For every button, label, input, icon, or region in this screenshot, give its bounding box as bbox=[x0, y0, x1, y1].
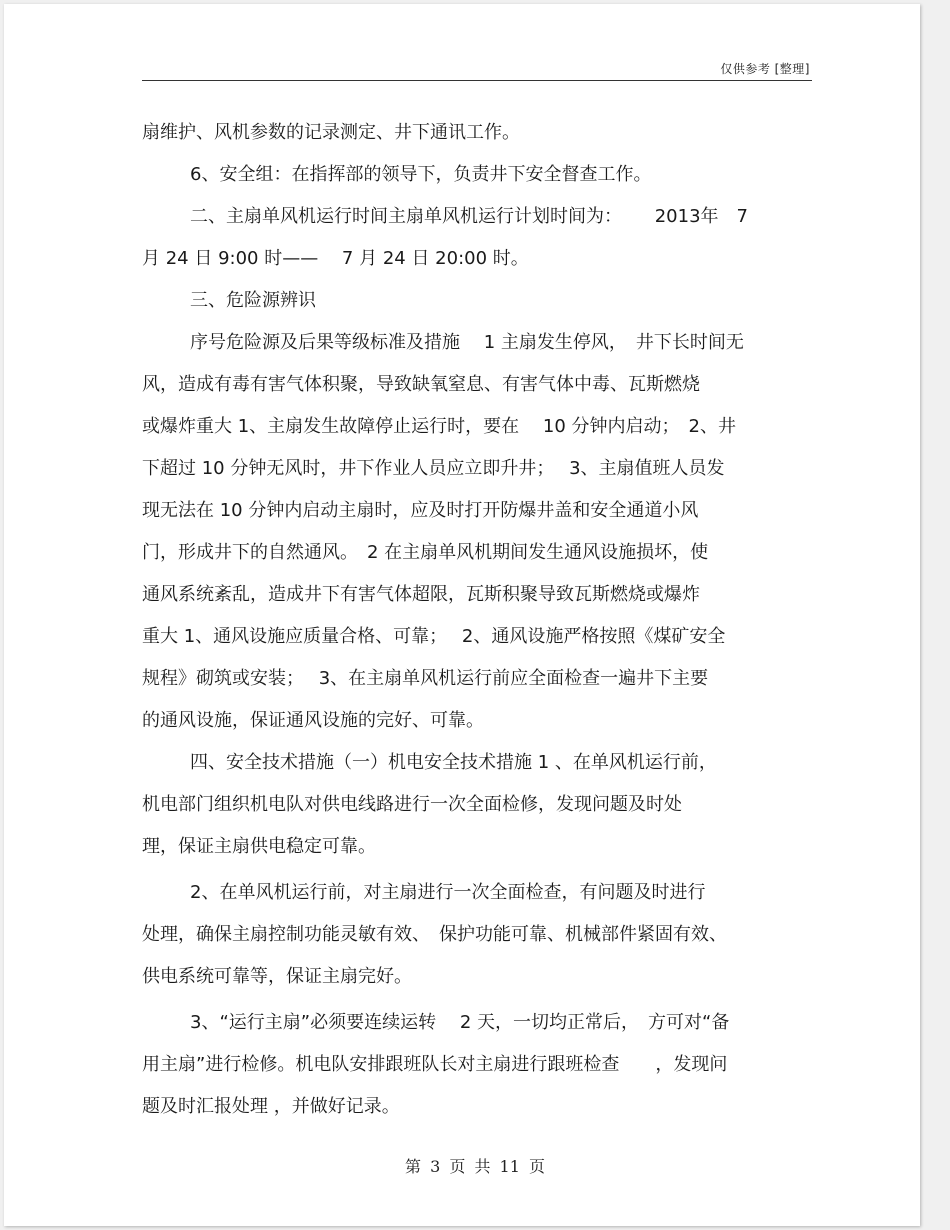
text-line: 风，造成有毒有害气体积聚，导致缺氧窒息、有害气体中毒、瓦斯燃烧 bbox=[142, 374, 700, 395]
text-line: 门，形成井下的自然通风。 2 在主扇单风机期间发生通风设施损坏，使 bbox=[142, 542, 709, 563]
text-line: 重大 1、通风设施应质量合格、可靠； 2、通风设施严格按照《煤矿安全 bbox=[142, 626, 726, 647]
text-line: 序号危险源及后果等级标准及措施 1 主扇发生停风， 井下长时间无 bbox=[190, 332, 744, 353]
text-line: 理，保证主扇供电稳定可靠。 bbox=[142, 836, 376, 857]
text-line: 处理，确保主扇控制功能灵敏有效、 保护功能可靠、机械部件紧固有效、 bbox=[142, 924, 727, 945]
document-page bbox=[4, 4, 920, 1226]
text-line: 或爆炸重大 1、主扇发生故障停止运行时，要在 10 分钟内启动； 2、井 bbox=[142, 416, 736, 437]
header-rule bbox=[142, 80, 812, 81]
text-line: 6、安全组：在指挥部的领导下，负责井下安全督查工作。 bbox=[190, 164, 652, 185]
text-line: 通风系统紊乱，造成井下有害气体超限，瓦斯积聚导致瓦斯燃烧或爆炸 bbox=[142, 584, 700, 605]
text-line: 三、危险源辨识 bbox=[190, 290, 316, 311]
text-line: 扇维护、风机参数的记录测定、井下通讯工作。 bbox=[142, 122, 520, 143]
text-line: 月 24 日 9:00 时—— 7 月 24 日 20:00 时。 bbox=[142, 248, 529, 269]
text-line: 3、“运行主扇”必须要连续运转 2 天，一切均正常后， 方可对“备 bbox=[190, 1012, 730, 1033]
text-line: 下超过 10 分钟无风时，井下作业人员应立即升井； 3、主扇值班人员发 bbox=[142, 458, 725, 479]
text-line: 机电部门组织机电队对供电线路进行一次全面检修，发现问题及时处 bbox=[142, 794, 682, 815]
text-line: 题及时汇报处理 ，并做好记录。 bbox=[142, 1096, 400, 1117]
body-text bbox=[142, 114, 822, 1130]
text-line: 用主扇”进行检修。机电队安排跟班队长对主扇进行跟班检查 ，发现问 bbox=[142, 1054, 728, 1075]
text-line: 二、主扇单风机运行时间主扇单风机运行计划时间为： 2013年 7 bbox=[190, 206, 748, 227]
text-line: 的通风设施，保证通风设施的完好、可靠。 bbox=[142, 710, 484, 731]
header-note: 仅供参考 [整理] bbox=[720, 62, 810, 76]
text-line: 四、安全技术措施（一）机电安全技术措施 1 、在单风机运行前， bbox=[190, 752, 717, 773]
text-line: 现无法在 10 分钟内启动主扇时，应及时打开防爆井盖和安全通道小风 bbox=[142, 500, 699, 521]
text-line: 供电系统可靠等，保证主扇完好。 bbox=[142, 966, 412, 987]
page-number: 第 3 页 共 11 页 bbox=[405, 1157, 545, 1176]
text-line: 2、在单风机运行前，对主扇进行一次全面检查，有问题及时进行 bbox=[190, 882, 706, 903]
text-line: 规程》砌筑或安装； 3、在主扇单风机运行前应全面检查一遍井下主要 bbox=[142, 668, 709, 689]
